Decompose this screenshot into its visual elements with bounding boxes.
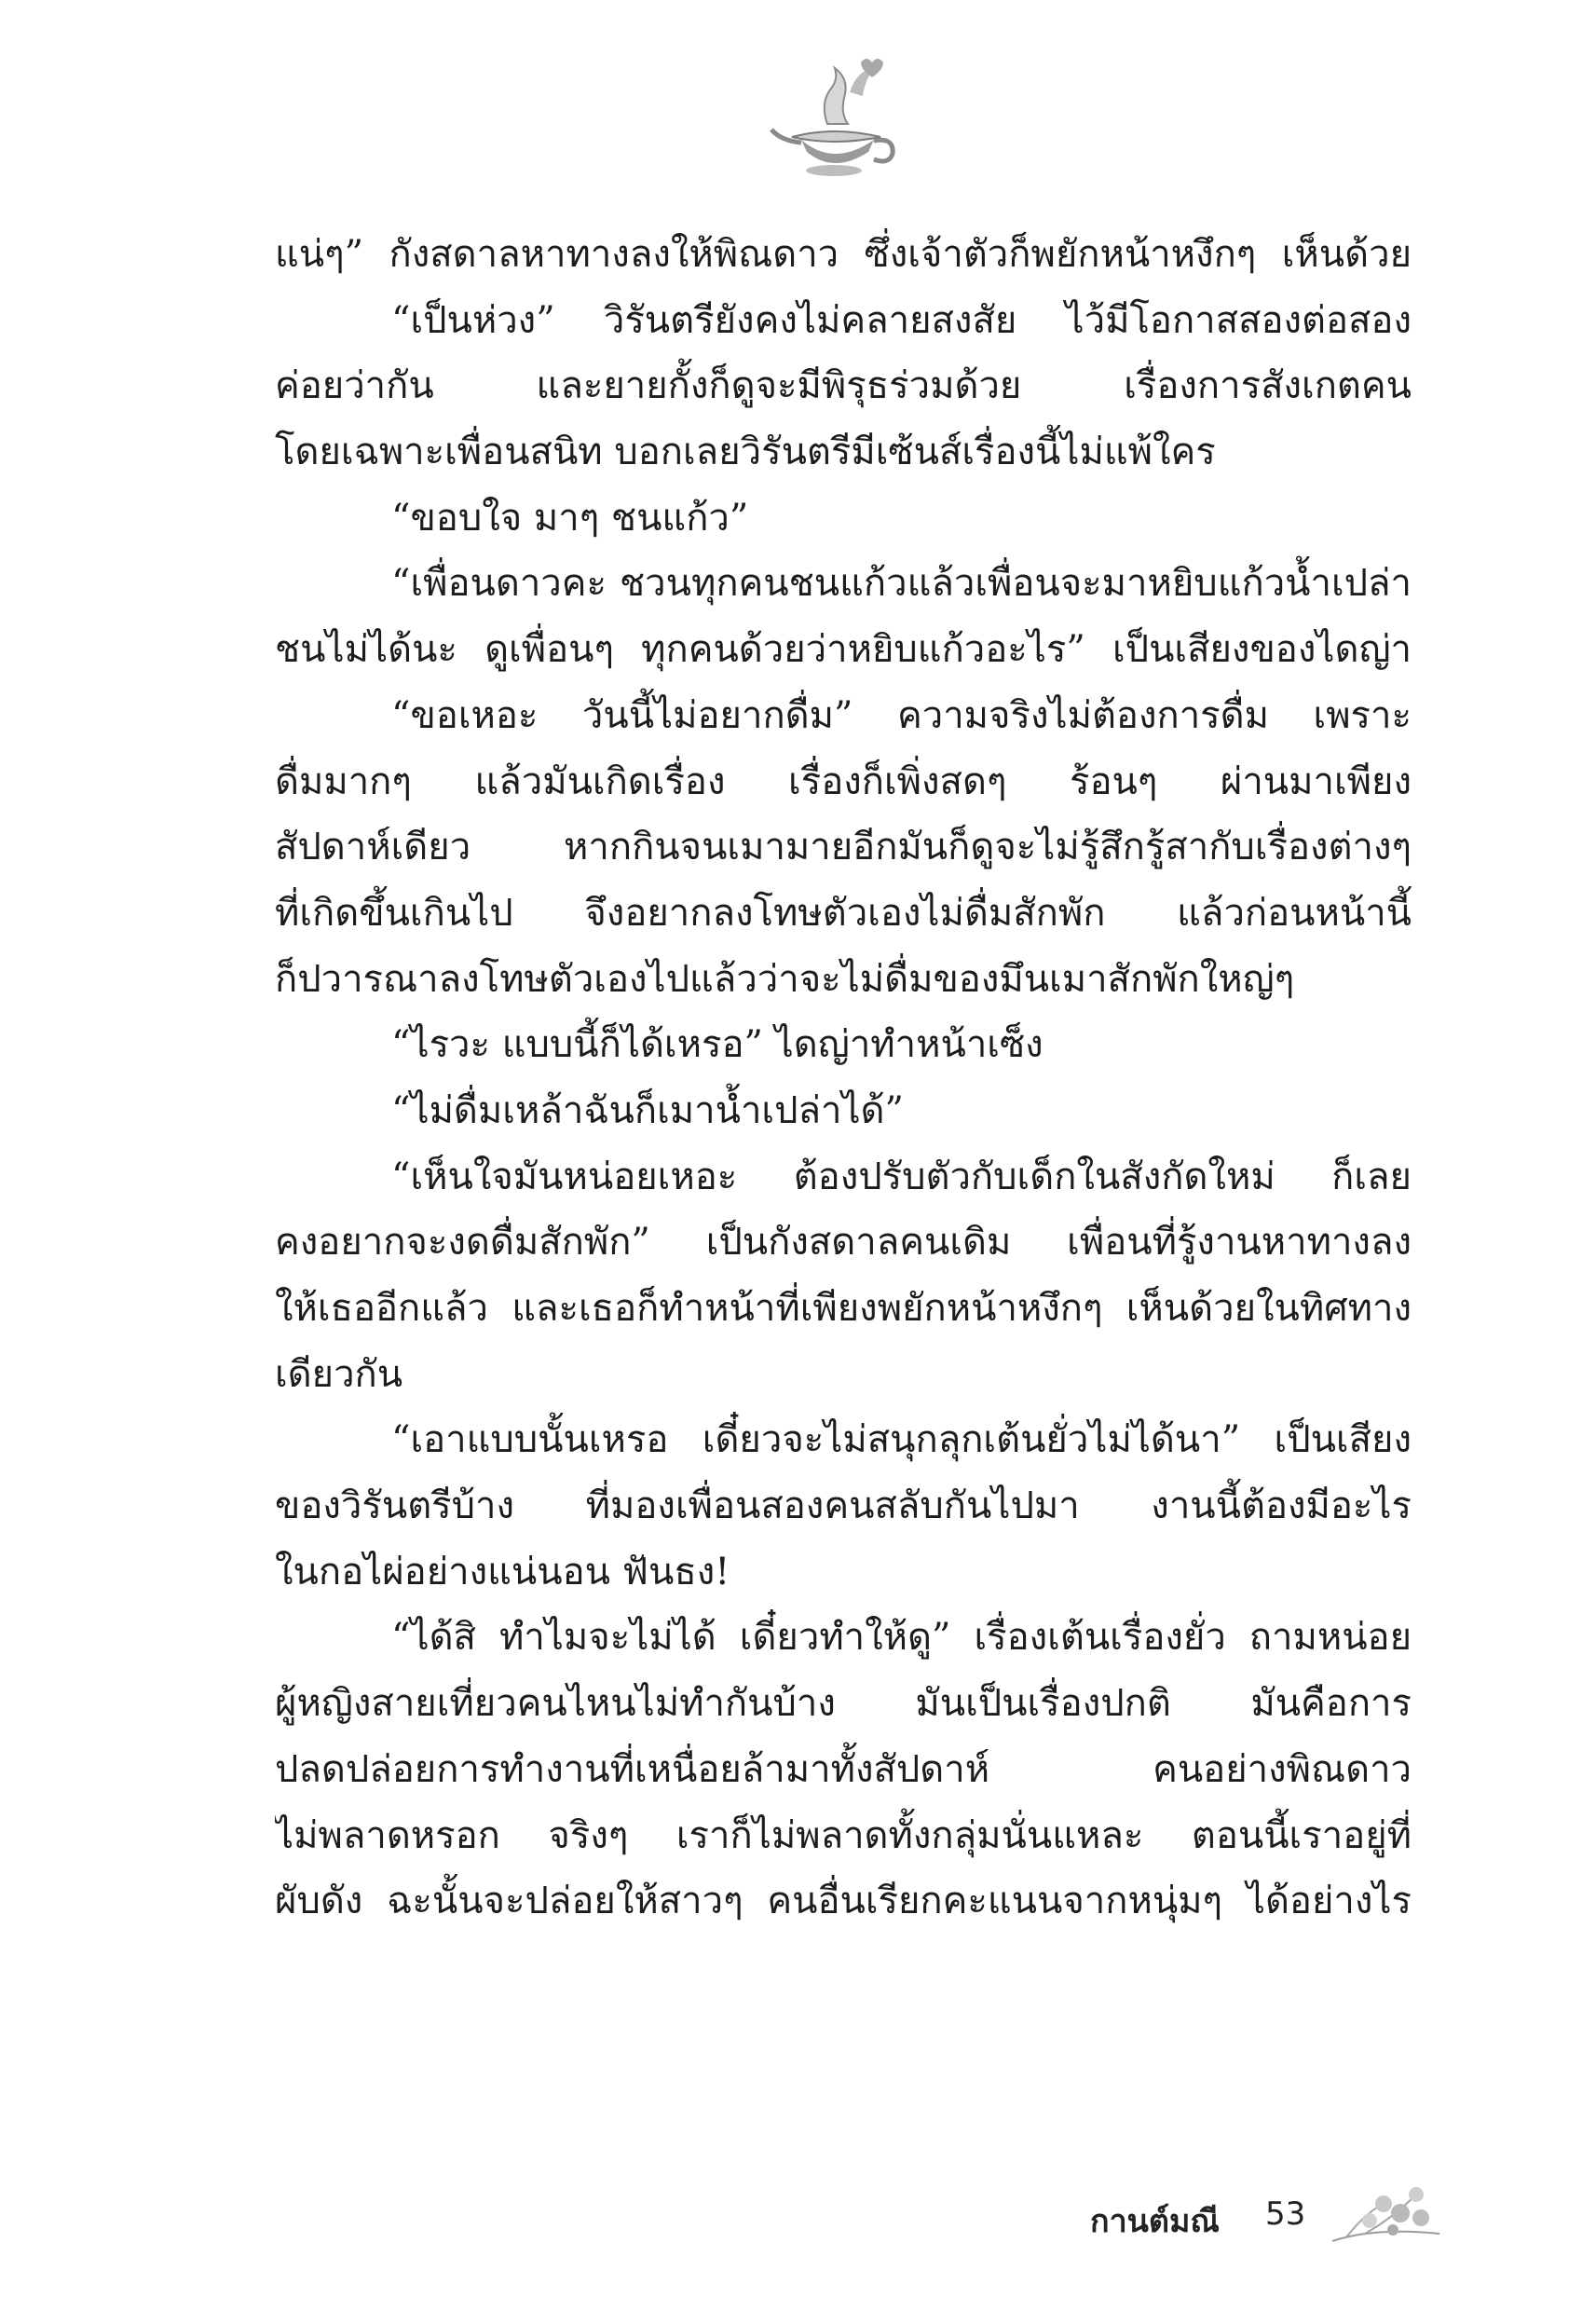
text-line: “เห็นใจมันหน่อยเหอะ ต้องปรับตัวกับเด็กในสังกัดใหม่ ก็เลย — [391, 1155, 1412, 1198]
flower-ornament-icon — [1328, 2176, 1444, 2250]
lamp-ornament-icon — [764, 51, 904, 182]
book-title: กานต์มณี — [1090, 2203, 1220, 2240]
text-line: เดียวกัน — [275, 1352, 403, 1396]
text-line: สัปดาห์เดียว หากกินจนเมามายอีกมันก็ดูจะไม่รู้สึกรู้สากับเรื่องต่างๆ — [275, 826, 1412, 869]
text-line: “ขอบใจ มาๆ ชนแก้ว” — [391, 496, 749, 540]
text-line: ผู้หญิงสายเที่ยวคนไหนไม่ทำกันบ้าง มันเป็นเรื่องปกติ มันคือการ — [275, 1682, 1412, 1726]
text-line: ของวิรันตรีบ้าง ที่มองเพื่อนสองคนสลับกันไปมา งานนี้ต้องมีอะไร — [275, 1484, 1412, 1528]
text-line: “ได้สิ ทำไมจะไม่ได้ เดี๋ยวทำให้ดู” เรื่องเต้นเรื่องยั่ว ถามหน่อย — [391, 1616, 1412, 1660]
text-line: “ขอเหอะ วันนี้ไม่อยากดื่ม” ความจริงไม่ต้องการดื่ม เพราะ — [391, 693, 1412, 737]
text-line: ดื่มมากๆ แล้วมันเกิดเรื่อง เรื่องก็เพิ่งสดๆ ร้อนๆ ผ่านมาเพียง — [275, 759, 1412, 803]
text-line: “ไม่ดื่มเหล้าฉันก็เมาน้ำเปล่าได้” — [391, 1088, 904, 1132]
text-line: ค่อยว่ากัน และยายกั้งก็ดูจะมีพิรุธร่วมด้วย เรื่องการสังเกตคน — [275, 364, 1412, 408]
text-line: คงอยากจะงดดื่มสักพัก” เป็นกังสดาลคนเดิม เพื่อนที่รู้งานหาทางลง — [275, 1221, 1412, 1265]
text-line: ผับดัง ฉะนั้นจะปล่อยให้สาวๆ คนอื่นเรียกคะแนนจากหนุ่มๆ ได้อย่างไร — [275, 1880, 1412, 1923]
text-line: “เพื่อนดาวคะ ชวนทุกคนชนแก้วแล้วเพื่อนจะมาหยิบแก้วน้ำเปล่า — [391, 562, 1412, 606]
text-line: แน่ๆ” กังสดาลหาทางลงให้พิณดาว ซึ่งเจ้าตัวก็พยักหน้าหงึกๆ เห็นด้วย — [275, 233, 1412, 276]
text-line: ในกอไผ่อย่างแน่นอน ฟันธง! — [275, 1550, 730, 1593]
text-line: ให้เธออีกแล้ว และเธอก็ทำหน้าที่เพียงพยักหน้าหงึกๆ เห็นด้วยในทิศทาง — [275, 1287, 1412, 1330]
page-footer — [1090, 2171, 1453, 2255]
text-line: โดยเฉพาะเพื่อนสนิท บอกเลยวิรันตรีมีเซ้นส์เรื่องนี้ไม่แพ้ใคร — [275, 431, 1216, 474]
text-line: “เอาแบบนั้นเหรอ เดี๋ยวจะไม่สนุกลุกเต้นยั่วไม่ได้นา” เป็นเสียง — [391, 1418, 1412, 1462]
text-line: “เป็นห่วง” วิรันตรียังคงไม่คลายสงสัย ไว้มีโอกาสสองต่อสอง — [391, 298, 1412, 342]
text-line: ชนไม่ได้นะ ดูเพื่อนๆ ทุกคนด้วยว่าหยิบแก้วอะไร” เป็นเสียงของไดญ่า — [275, 628, 1412, 672]
text-line: ที่เกิดขึ้นเกินไป จึงอยากลงโทษตัวเองไม่ดื่มสักพัก แล้วก่อนหน้านี้ — [275, 891, 1412, 935]
body-text — [275, 222, 1412, 1935]
text-line: ปลดปล่อยการทำงานที่เหนื่อยล้ามาทั้งสัปดาห์ คนอย่างพิณดาว — [275, 1747, 1412, 1791]
page-number: 53 — [1265, 2195, 1306, 2233]
text-line: ไม่พลาดหรอก จริงๆ เราก็ไม่พลาดทั้งกลุ่มนั่นแหละ ตอนนี้เราอยู่ที่ — [275, 1813, 1412, 1857]
text-line: ก็ปวารณาลงโทษตัวเองไปแล้วว่าจะไม่ดื่มของมึนเมาสักพักใหญ่ๆ — [275, 957, 1295, 1001]
text-line: “ไรวะ แบบนี้ก็ได้เหรอ” ไดญ่าทำหน้าเซ็ง — [391, 1023, 1044, 1067]
